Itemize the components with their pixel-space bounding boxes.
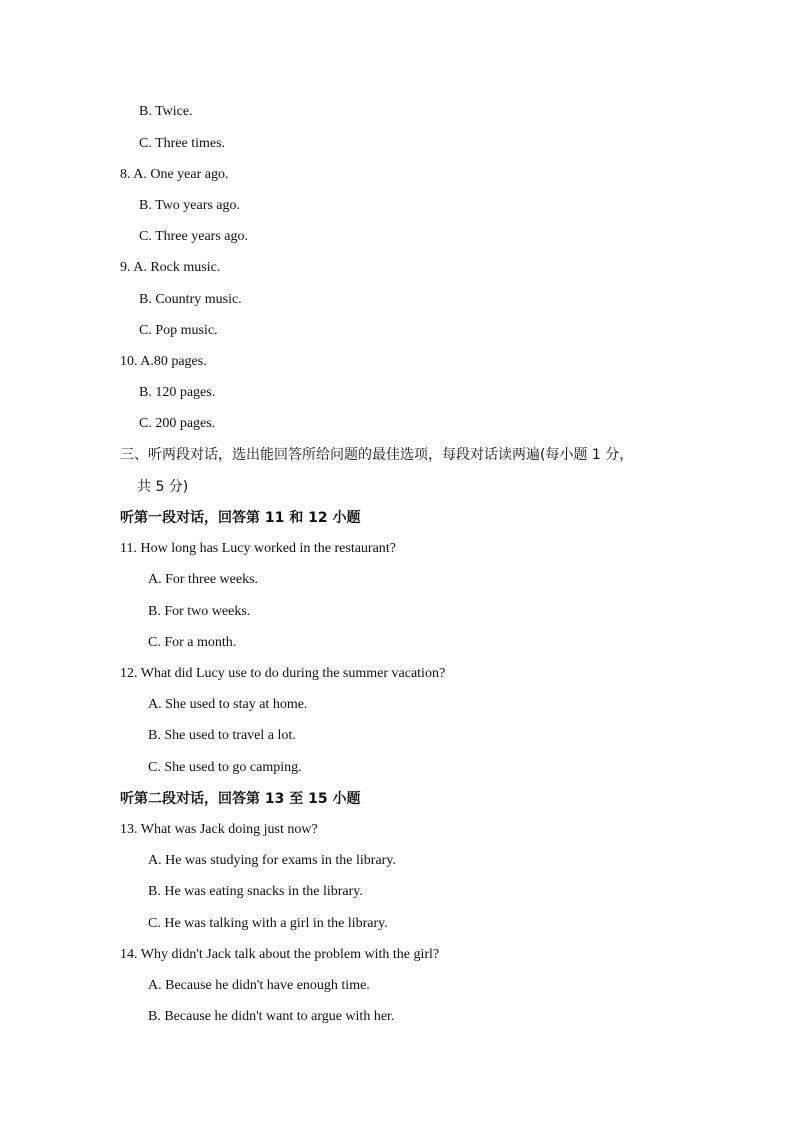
option-line: C. For a month. bbox=[148, 635, 237, 650]
option-line: B. Because he didn't want to argue with her. bbox=[148, 1009, 395, 1024]
option-line: B. She used to travel a lot. bbox=[148, 728, 296, 743]
option-line: B. Twice. bbox=[139, 104, 193, 119]
option-line: B. For two weeks. bbox=[148, 604, 251, 619]
question-line: 13. What was Jack doing just now? bbox=[120, 822, 318, 837]
option-line: B. Two years ago. bbox=[139, 198, 241, 213]
question-line: 10. A.80 pages. bbox=[120, 354, 207, 369]
question-line: 9. A. Rock music. bbox=[120, 260, 221, 275]
option-line: C. Three times. bbox=[139, 136, 226, 151]
option-line: B. Country music. bbox=[139, 292, 242, 307]
option-line: A. For three weeks. bbox=[148, 572, 259, 587]
section-heading-continued: 共 5 分) bbox=[137, 479, 189, 495]
option-line: C. She used to go camping. bbox=[148, 760, 302, 775]
option-line: A. Because he didn't have enough time. bbox=[148, 978, 370, 993]
option-line: C. Three years ago. bbox=[139, 229, 248, 244]
option-line: C. Pop music. bbox=[139, 323, 218, 338]
question-line: 11. How long has Lucy worked in the restaurant? bbox=[120, 541, 396, 556]
question-line: 14. Why didn't Jack talk about the problem with the girl? bbox=[120, 947, 440, 962]
option-line: B. 120 pages. bbox=[139, 385, 216, 400]
question-line: 12. What did Lucy use to do during the summer vacation? bbox=[120, 666, 446, 681]
option-line: C. He was talking with a girl in the library. bbox=[148, 916, 388, 931]
dialogue-heading: 听第一段对话，回答第 11 和 12 小题 bbox=[120, 510, 361, 526]
option-line: A. He was studying for exams in the library. bbox=[148, 853, 396, 868]
section-heading: 三、听两段对话，选出能回答所给问题的最佳选项，每段对话读两遍(每小题 1 分， bbox=[120, 447, 634, 463]
option-line: B. He was eating snacks in the library. bbox=[148, 884, 363, 899]
dialogue-heading: 听第二段对话，回答第 13 至 15 小题 bbox=[120, 791, 361, 807]
question-line: 8. A. One year ago. bbox=[120, 167, 229, 182]
option-line: A. She used to stay at home. bbox=[148, 697, 308, 712]
option-line: C. 200 pages. bbox=[139, 416, 216, 431]
